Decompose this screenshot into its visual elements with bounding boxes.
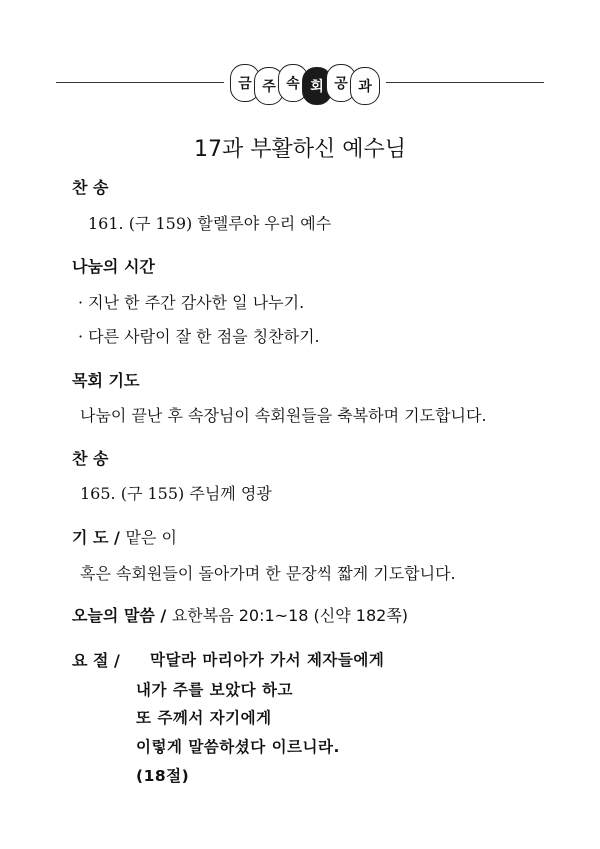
section-heading-sharing: 나눔의 시간: [72, 257, 155, 276]
section-heading-pastoral-prayer: 목회 기도: [72, 371, 140, 390]
scripture-label: 오늘의 말씀: [72, 606, 155, 625]
key-verse-line: 내가 주를 보았다 하고: [136, 681, 293, 699]
badge-char: 과: [350, 67, 380, 105]
key-verse-reference: (18절): [136, 767, 190, 785]
badge-char: 회: [302, 67, 332, 105]
badge-char: 속: [278, 64, 308, 102]
sharing-item: · 다른 사람이 잘 한 점을 칭찬하기.: [78, 327, 320, 346]
key-verse-line: 막달라 마리아가 가서 제자들에게: [150, 651, 385, 669]
section-heading-scripture: 오늘의 말씀 / 요한복음 20:1~18 (신약 182쪽): [72, 606, 409, 625]
key-verse-line: 이렇게 말씀하셨다 이르니라.: [136, 738, 340, 756]
section-heading-prayer: 기 도 / 맡은 이: [72, 528, 177, 547]
prayer-label: 기 도: [72, 528, 109, 547]
key-verse-label: 요 절: [72, 651, 109, 670]
prayer-text: 혹은 속회원들이 돌아가며 한 문장씩 짧게 기도합니다.: [80, 564, 456, 583]
lesson-title: 17과 부활하신 예수님: [194, 137, 406, 162]
hymn-text: 161. (구 159) 할렐루야 우리 예수: [88, 214, 332, 233]
scripture-reference: 요한복음 20:1~18 (신약 182쪽): [171, 606, 409, 625]
lesson-header: [56, 60, 544, 106]
section-heading-hymn: 찬 송: [72, 449, 109, 468]
badge-char: 금: [230, 64, 260, 102]
hymn-text: 165. (구 155) 주님께 영광: [80, 484, 272, 503]
section-heading-key-verse: 요 절 /: [72, 651, 120, 670]
pastoral-prayer-text: 나눔이 끝난 후 속장님이 속회원들을 축복하며 기도합니다.: [80, 406, 487, 425]
header-badge: [224, 64, 386, 102]
prayer-leader: 맡은 이: [125, 528, 177, 547]
key-verse-line: 또 주께서 자기에게: [136, 709, 272, 727]
section-heading-hymn: 찬 송: [72, 178, 109, 197]
sharing-item: · 지난 한 주간 감사한 일 나누기.: [78, 293, 305, 312]
badge-char: 공: [326, 64, 356, 102]
badge-char: 주: [254, 67, 284, 105]
